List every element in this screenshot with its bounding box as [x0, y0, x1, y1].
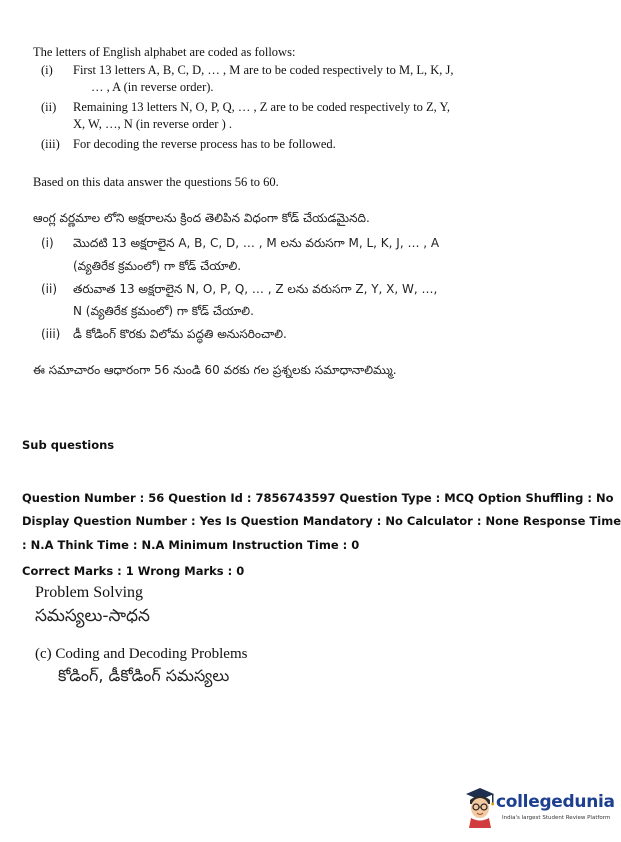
section-title-en: Problem Solving	[35, 584, 144, 601]
item-number: (ii)	[41, 100, 57, 114]
item-number: (i)	[41, 63, 53, 77]
item-number: (iii)	[41, 137, 60, 151]
item-line: For decoding the reverse process has to be followed.	[73, 137, 336, 151]
question-marks: Correct Marks : 1 Wrong Marks : 0	[22, 564, 245, 578]
telugu-intro: ఆంగ్ల వర్ణమాల లోని అక్షరాలను క్రింద తెలిపిన విధంగా కోడ్ చేయడమైనది.	[33, 211, 370, 225]
item-line: తరువాత 13 అక్షరాలైన N, O, P, Q, … , Z లను వరుసగా Z, Y, X, W, …,	[73, 282, 438, 296]
question-meta-line1: Question Number : 56 Question Id : 7856743597 Question Type : MCQ Option Shuffling : No	[22, 491, 614, 505]
section-title-te: సమస్యలు-సాధన	[35, 606, 150, 626]
item-line: Remaining 13 letters N, O, P, Q, … , Z are to be coded respectively to Z, Y,	[73, 100, 451, 114]
item-line: First 13 letters A, B, C, D, … , M are to be coded respectively to M, L, K, J,	[73, 63, 454, 77]
item-line: X, W, …, N (in reverse order ) .	[73, 117, 232, 131]
subsection-title-te: కోడింగ్, డీకోడింగ్ సమస్యలు	[58, 666, 230, 685]
item-line: N (వ్యతిరేక క్రమంలో) గా కోడ్ చేయాలి.	[73, 304, 254, 318]
logo-name: collegedunia	[496, 792, 615, 812]
sub-questions-label: Sub questions	[22, 438, 115, 452]
logo-tagline: India's largest Student Review Platform	[502, 815, 611, 821]
item-line: మొదటి 13 అక్షరాలైన A, B, C, D, … , M లను వరుసగా M, L, K, J, … , A	[73, 236, 440, 250]
collegedunia-logo[interactable]	[462, 786, 615, 830]
item-line: … , A (in reverse order).	[91, 80, 214, 94]
based-on-text: Based on this data answer the questions 56 to 60.	[33, 175, 279, 189]
mascot-icon	[462, 786, 498, 828]
subsection-title-en: (c) Coding and Decoding Problems	[35, 646, 248, 662]
passage-intro: The letters of English alphabet are coded as follows:	[33, 45, 296, 59]
item-line: (వ్యతిరేక క్రమంలో) గా కోడ్ చేయాలి.	[73, 259, 242, 273]
telugu-based-on: ఈ సమాచారం ఆధారంగా 56 నుండి 60 వరకు గల ప్రశ్నలకు సమాధానాలిమ్ము.	[33, 363, 397, 377]
item-line: డీ కోడింగ్ కొరకు విలోమ పద్ధతి అనుసరించాలి.	[73, 327, 287, 341]
item-number: (iii)	[41, 327, 61, 341]
item-number: (i)	[41, 236, 54, 250]
question-meta-line3: : N.A Think Time : N.A Minimum Instruction Time : 0	[22, 538, 360, 552]
item-number: (ii)	[41, 282, 58, 296]
question-meta-line2: Display Question Number : Yes Is Question Mandatory : No Calculator : None Response Time	[22, 514, 621, 528]
